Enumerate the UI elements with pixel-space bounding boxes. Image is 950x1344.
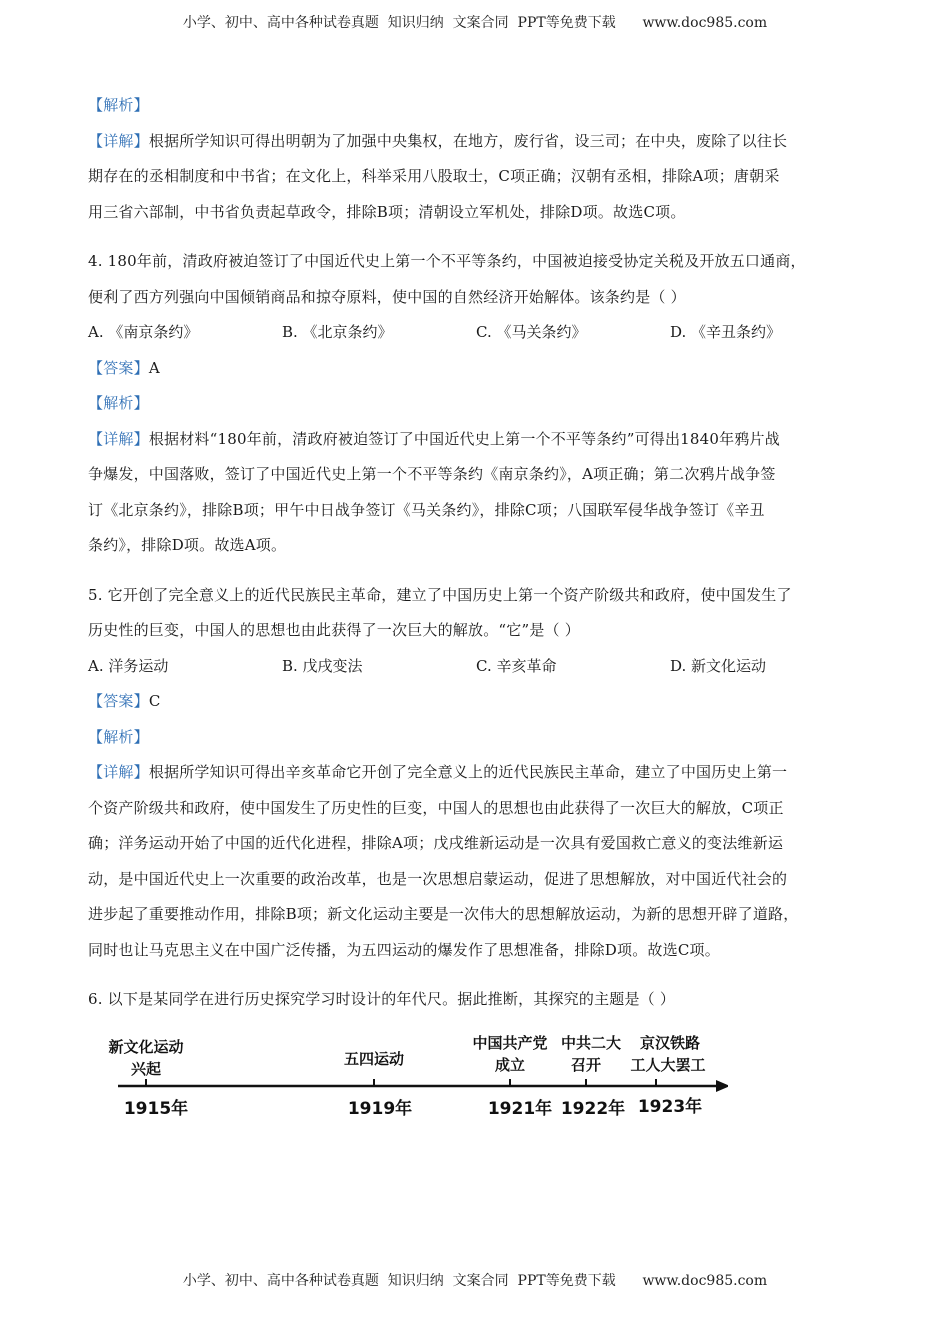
timeline-label-1922-top: 中共二大 [560, 1033, 622, 1052]
q5-detail-line: 【详解】根据所学知识可得出辛亥革命它开创了完全意义上的近代民族民主革命，建立了中国历史上第一 [88, 763, 788, 781]
q4-option-a: A. 《南京条约》 [88, 323, 199, 341]
q5-stem-line: 历史性的巨变，中国人的思想也由此获得了一次巨大的解放。“它”是（ ） [88, 621, 580, 639]
timeline-label-1921-top: 中国共产党 [472, 1033, 548, 1052]
q3-detail-line: 期存在的丞相制度和中书省；在文化上，科举采用八股取士，C项正确；汉朝有丞相，排除A项；唐朝采 [88, 167, 780, 185]
timeline-label-1922-bottom: 召开 [570, 1055, 602, 1074]
q5-options [88, 649, 868, 685]
timeline-year-1915: 1915年 [123, 1098, 189, 1119]
q5-analysis-tag: 【解析】 [88, 727, 149, 746]
q4-options [88, 315, 868, 351]
q5-detail-line: 进步起了重要推动作用，排除B项；新文化运动主要是一次伟大的思想解放运动，为新的思想开辟了道路， [88, 905, 799, 923]
q4-detail-line: 条约》，排除D项。故选A项。 [88, 536, 287, 554]
q4-detail-line: 订《北京条约》，排除B项；甲午中日战争签订《马关条约》，排除C项；八国联军侵华战争签订《辛丑 [88, 500, 765, 519]
q5-detail-line: 确；洋务运动开始了中国的近代化进程，排除A项；戊戌维新运动是一次具有爱国救亡意义的变法维新运 [88, 834, 784, 852]
timeline-label-1915-top: 新文化运动 [108, 1037, 184, 1056]
q5-stem-line: 5. 它开创了完全意义上的近代民族民主革命，建立了中国历史上第一个资产阶级共和政府，使中国发生了 [88, 585, 792, 604]
q3-detail-line: 用三省六部制，中书省负责起草政令，排除B项；清朝设立军机处，排除D项。故选C项。 [88, 202, 686, 221]
timeline-year-1922: 1922年 [560, 1098, 626, 1119]
timeline-figure [88, 1024, 728, 1134]
q4-option-d: D. 《辛丑条约》 [670, 323, 782, 341]
timeline-year-1921: 1921年 [487, 1098, 553, 1119]
timeline-label-1919-top: 五四运动 [343, 1049, 405, 1068]
q5-option-a: A. 洋务运动 [88, 656, 169, 675]
q5-detail-line: 同时也让马克思主义在中国广泛传播，为五四运动的爆发作了思想准备，排除D项。故选C项。 [88, 940, 720, 959]
q5-option-c: C. 辛亥革命 [476, 656, 557, 675]
q4-option-b: B. 《北京条约》 [282, 323, 393, 341]
timeline-year-1919: 1919年 [347, 1098, 413, 1119]
q4-detail-line: 【详解】根据材料“180年前，清政府被迫签订了中国近代史上第一个不平等条约”可得出1840年鸦片战 [88, 429, 780, 448]
page-footer: 小学、初中、高中各种试卷真题 知识归纳 文案合同 PPT等免费下载 www.doc985.com [182, 1273, 768, 1289]
q5-option-b: B. 戊戌变法 [282, 656, 363, 675]
q5-detail-line: 动，是中国近代史上一次重要的政治改革，也是一次思想启蒙运动，促进了思想解放，对中国近代社会的 [88, 869, 788, 888]
timeline-label-1915-bottom: 兴起 [130, 1059, 162, 1078]
q5-answer: 【答案】C [88, 692, 161, 710]
timeline-label-1923-bottom: 工人大罢工 [630, 1055, 706, 1074]
timeline-year-1923: 1923年 [637, 1096, 703, 1117]
timeline-label-1921-bottom: 成立 [494, 1055, 526, 1074]
q3-analysis-tag: 【解析】 [88, 96, 149, 114]
q4-option-c: C. 《马关条约》 [476, 323, 587, 341]
q5-option-d: D. 新文化运动 [670, 656, 767, 675]
q4-stem-line: 便利了西方列强向中国倾销商品和掠夺原料，使中国的自然经济开始解体。该条约是（ ） [88, 287, 686, 306]
q6-stem: 6. 以下是某同学在进行历史探究学习时设计的年代尺。据此推断，其探究的主题是（ ） [88, 990, 676, 1008]
q4-detail-line: 争爆发，中国落败，签订了中国近代史上第一个不平等条约《南京条约》，A项正确；第二次鸦片战争签 [88, 465, 776, 483]
page-content [88, 88, 868, 1134]
timeline-label-1923-top: 京汉铁路 [639, 1033, 701, 1052]
q4-stem-line: 4. 180年前，清政府被迫签订了中国近代史上第一个不平等条约，中国被迫接受协定关税及开放五口通商， [88, 252, 806, 270]
page-header: 小学、初中、高中各种试卷真题 知识归纳 文案合同 PPT等免费下载 www.doc985.com [182, 15, 768, 31]
q4-answer: 【答案】A [88, 358, 160, 377]
timeline-svg [88, 1024, 728, 1134]
q4-analysis-tag: 【解析】 [88, 394, 149, 412]
timeline-arrow [716, 1080, 728, 1092]
q3-detail-line: 【详解】根据所学知识可得出明朝为了加强中央集权，在地方，废行省，设三司；在中央，废除了以往长 [88, 131, 788, 150]
q5-detail-line: 个资产阶级共和政府，使中国发生了历史性的巨变，中国人的思想也由此获得了一次巨大的解放，C项正 [88, 798, 784, 817]
